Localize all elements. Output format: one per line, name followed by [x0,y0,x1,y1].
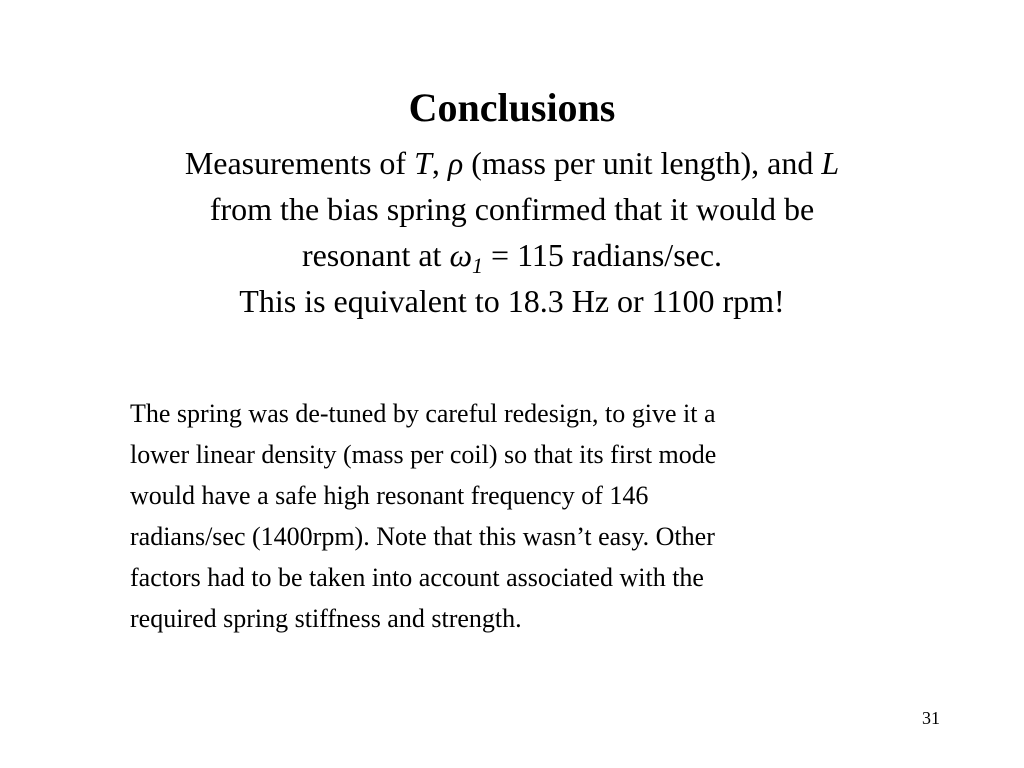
body-line: required spring stiffness and strength. [130,604,522,633]
body-line: factors had to be taken into account associated with the [130,563,704,592]
symbol-rho: ρ [447,145,464,181]
symbol-tension: T [414,145,432,181]
page-number: 31 [922,708,940,728]
body-line: The spring was de-tuned by careful redesign, to give it a [130,399,716,428]
lead-line-4: This is equivalent to 18.3 Hz or 1100 rpm! [239,283,785,319]
omega-subscript: 1 [472,253,484,278]
body-paragraph [130,393,920,639]
lead-text: (mass per unit length), and [463,145,822,181]
lead-statement [60,140,964,324]
lead-text: , [431,145,448,181]
lead-line-3 [60,232,964,278]
lead-line-2: from the bias spring confirmed that it would be [209,191,815,227]
symbol-omega: ω [449,237,473,273]
lead-text: Measurements of [184,145,415,181]
body-line: radians/sec (1400rpm). Note that this wasn’t easy. Other [130,522,715,551]
body-line: lower linear density (mass per coil) so that its first mode [130,440,717,469]
lead-text: resonant at [301,237,450,273]
symbol-length: L [821,145,840,181]
lead-text: = 115 radians/sec. [483,237,723,273]
body-line: would have a safe high resonant frequency of 146 [130,481,649,510]
slide-title: Conclusions [408,85,616,130]
lead-line-1 [60,140,964,186]
